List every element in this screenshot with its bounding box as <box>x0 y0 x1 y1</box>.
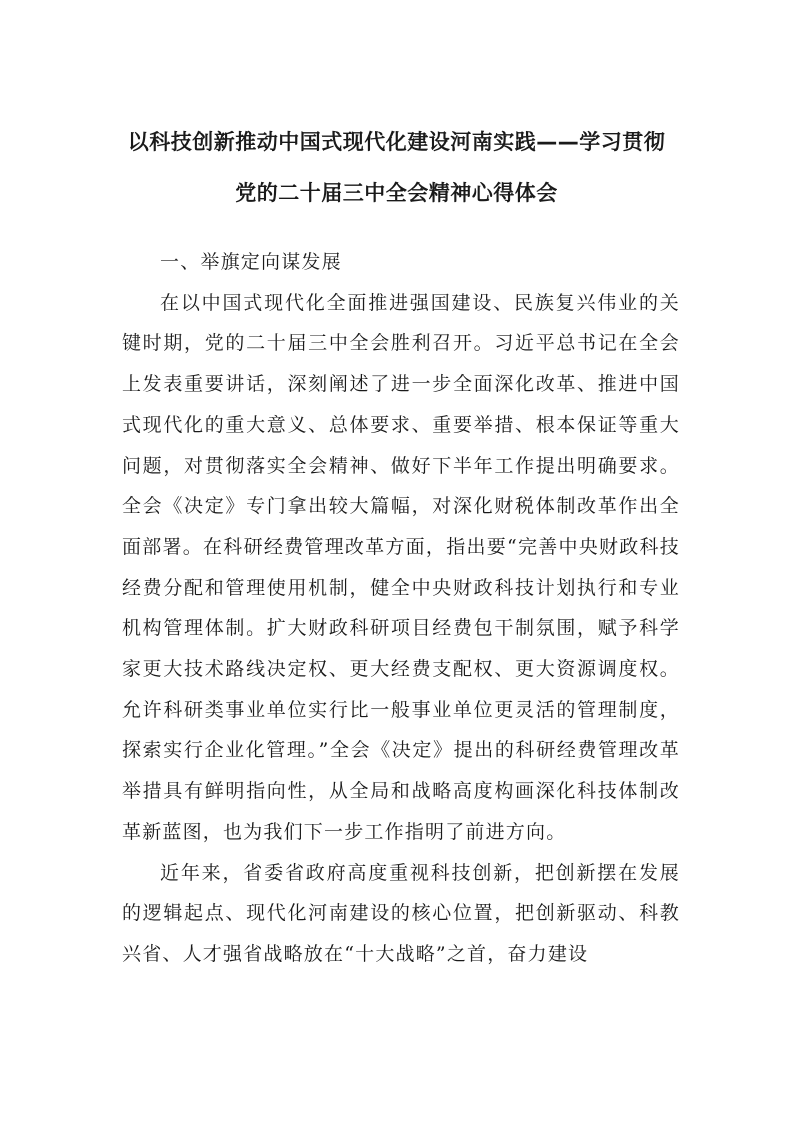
body-paragraph-1: 在以中国式现代化全面推进强国建设、民族复兴伟业的关键时期，党的二十届三中全会胜利召开。习近平总书记在全会上发表重要讲话，深刻阐述了进一步全面深化改革、推进中国式现代化的重大意义、总体要求、重要举措、根本保证等重大问题，对贯彻落实全会精神、做好下半年工作提出明确要求。全会《决定》专门拿出较大篇幅，对深化财税体制改革作出全面部署。在科研经费管理改革方面，指出要“完善中央财政科技经费分配和管理使用机制，健全中央财政科技计划执行和专业机构管理体制。扩大财政科研项目经费包干制氛围，赋予科学家更大技术路线决定权、更大经费支配权、更大资源调度权。允许科研类事业单位实行比一般事业单位更灵活的管理制度，探索实行企业化管理。”全会《决定》提出的科研经费管理改革举措具有鲜明指向性，从全局和战略高度构画深化科技体制改革新蓝图，也为我们下一步工作指明了前进方向。 <box>122 291 680 843</box>
document-title-line-2: 党的二十届三中全会精神心得体会 <box>235 181 558 205</box>
document-body <box>122 242 680 975</box>
section-heading: 一、举旗定向谋发展 <box>160 251 342 273</box>
document-title-line-1: 以科技创新推动中国式现代化建设河南实践——学习贯彻 <box>127 130 666 154</box>
body-paragraph-2: 近年来，省委省政府高度重视科技创新，把创新摆在发展的逻辑起点、现代化河南建设的核心位置，把创新驱动、科教兴省、人才强省战略放在“十大战略”之首，奋力建设 <box>122 861 680 965</box>
